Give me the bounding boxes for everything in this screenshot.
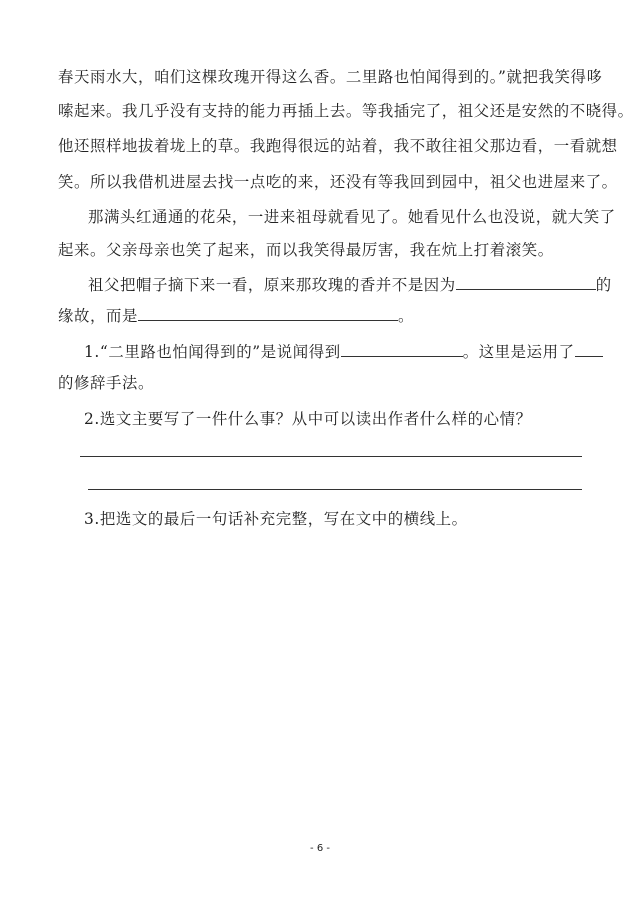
question-text: 。这里是运用了: [462, 343, 575, 361]
page-number: - 6 -: [310, 843, 330, 854]
question-3: 3.把选文的最后一句话补充完整，写在文中的横线上。: [84, 510, 468, 528]
question-2: 2.选文主要写了一件什么事？从中可以读出作者什么样的心情？: [84, 410, 532, 428]
answer-blank[interactable]: [138, 306, 398, 321]
passage-fill-line: [88, 275, 628, 295]
passage-line: 那满头红通通的花朵，一进来祖母就看见了。她看见什么也没说，就大笑了: [88, 208, 616, 226]
passage-line: 笑。所以我借机进屋去找一点吃的来，还没有等我回到园中，祖父也进屋来了。: [58, 173, 618, 191]
passage-fill-line: [58, 306, 598, 326]
passage-text: 缘故，而是: [58, 307, 138, 325]
answer-line[interactable]: [88, 489, 582, 490]
passage-line: 他还照样地拔着垅上的草。我跑得很远的站着，我不敢往祖父那边看，一看就想: [58, 137, 618, 155]
question-1: [84, 342, 624, 362]
passage-line: 起来。父亲母亲也笑了起来，而以我笑得最厉害，我在炕上打着滚笑。: [58, 241, 554, 259]
passage-text: 祖父把帽子摘下来一看，原来那玫瑰的香并不是因为: [88, 276, 456, 294]
passage-text: 的: [595, 276, 612, 294]
passage-line: 春天雨水大，咱们这棵玫瑰开得这么香。二里路也怕闻得到的。”就把我笑得哆: [58, 68, 603, 86]
answer-line[interactable]: [80, 456, 582, 457]
answer-blank[interactable]: [575, 342, 603, 357]
question-text: 1.“二里路也怕闻得到的”是说闻得到: [84, 343, 341, 361]
question-1-cont: 的修辞手法。: [58, 374, 154, 392]
answer-blank[interactable]: [456, 275, 596, 290]
passage-text: 。: [397, 307, 414, 325]
answer-blank[interactable]: [341, 342, 463, 357]
passage-line: 嗦起来。我几乎没有支持的能力再插上去。等我插完了，祖父还是安然的不晓得。: [58, 102, 634, 120]
